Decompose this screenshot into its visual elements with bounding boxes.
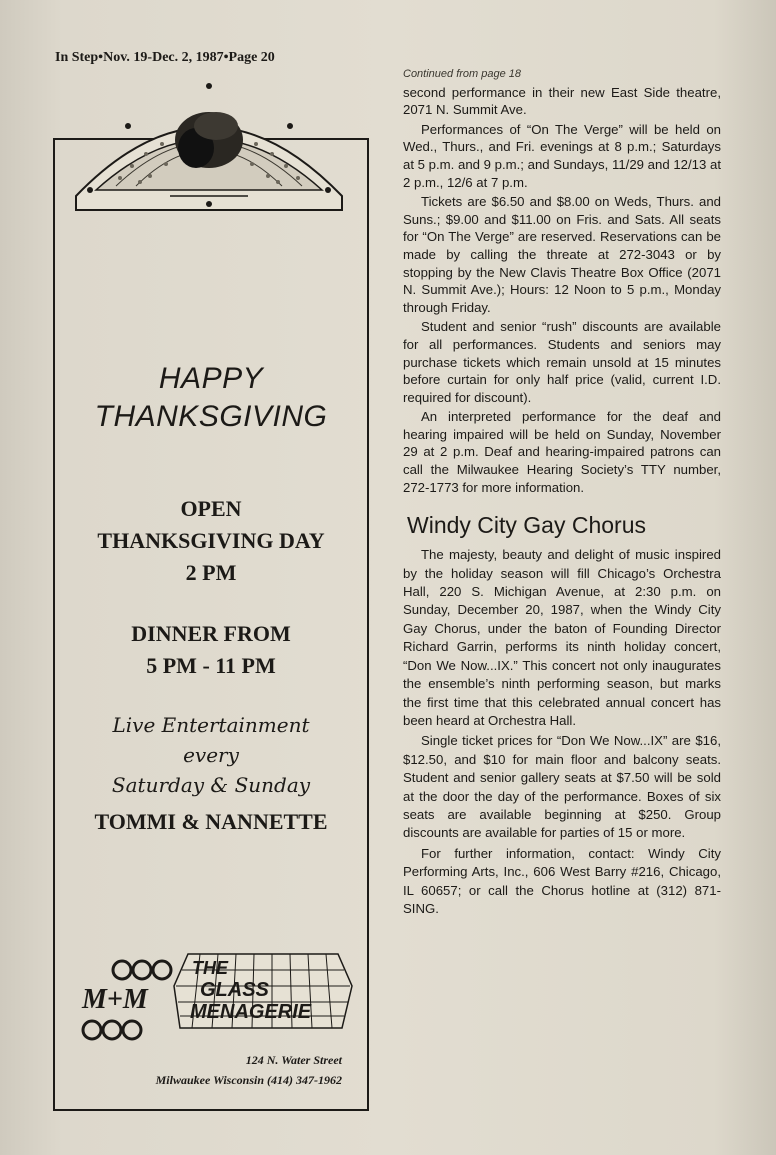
thanksgiving-day-line: THANKSGIVING DAY <box>97 528 325 553</box>
chorus-paragraph: Single ticket prices for “Don We Now...IX” are $16, $12.50, and $10 for main floor and balcony seats. Student and senior gallery seats at $7.50 will be sold at the door the day of the performance. Boxes of six seats are available beginning at $250. Group discounts are available for parties of 15 or more. <box>403 733 721 841</box>
turkey-arch-illustration <box>70 78 348 214</box>
continued-note: Continued from page 18 <box>403 68 522 80</box>
chorus-paragraph: For further information, contact: Windy City Performing Arts, Inc., 606 West Barry #216, Chicago, IL 60657; or call the Chorus hotline at (312) 871-SING. <box>403 845 721 916</box>
article-paragraph: second performance in their new East Side theatre, 2071 N. Summit Ave. <box>403 84 721 118</box>
happy-line: HAPPY <box>158 362 264 395</box>
article-column <box>403 66 721 918</box>
chorus-headline: Windy City Gay Chorus <box>407 512 647 539</box>
performers-line: TOMMI & NANNETTE <box>94 809 328 834</box>
live-entertainment-line: Live Entertainment <box>112 713 310 737</box>
article-paragraph: Tickets are $6.50 and $8.00 on Weds, Thurs. and Suns.; $9.00 and $11.00 on Fris. and Sats. All seats for “On The Verge” are reserved. Reservations can be made by calling the threate at 272-3043 or by stopping by the New Clavis Theatre Box Office (2071 N. Summit Ave.); Hours: 12 Noon to 5 p.m., Monday through Friday. <box>403 194 721 315</box>
logo-name-the: THE <box>192 958 228 978</box>
weekend-line: Saturday & Sunday <box>111 773 311 797</box>
chorus-paragraph: The majesty, beauty and delight of music inspired by the holiday season will fill Chicago’s Orchestra Hall, 220 S. Michigan Avenue, at 2:30 p.m. on Sunday, December 20, 1987, when the Windy City Gay Chorus, under the baton of Founding Director Richard Garrin, performs its ninth holiday concert, “Don We Now...IX.” This concert not only inaugurates the ensemble’s ninth performing season, but marks the first time that this celebrated annual concert has been heard at Orchestra Hall. <box>403 547 721 728</box>
ad-street-address: 124 N. Water Street <box>245 1053 342 1067</box>
logo-monogram: M+M <box>82 984 148 1015</box>
happy-thanksgiving-heading <box>55 360 367 436</box>
glass-menagerie-logo <box>80 950 355 1045</box>
every-line: every <box>183 743 239 767</box>
open-line: OPEN <box>180 496 242 521</box>
page-header: In Step•Nov. 19-Dec. 2, 1987•Page 20 <box>55 50 275 65</box>
dinner-from-line: DINNER FROM <box>131 621 291 646</box>
open-hours-block <box>55 493 367 589</box>
article-paragraph: An interpreted performance for the deaf and hearing impaired will be held on Sunday, November 29 at 2 p.m. Deaf and hearing-impaired patrons can call the Milwaukee Hearing Society’s TTY number, 272-1773 for more information. <box>403 409 721 495</box>
dinner-time-line: 5 PM - 11 PM <box>146 653 276 678</box>
dinner-hours-block <box>55 618 367 682</box>
live-entertainment-block <box>55 710 367 800</box>
open-time-line: 2 PM <box>185 560 237 585</box>
logo-name-glass: GLASS <box>200 979 269 1001</box>
thanksgiving-line: THANKSGIVING <box>94 400 328 433</box>
ad-city-phone: Milwaukee Wisconsin (414) 347-1962 <box>155 1073 342 1087</box>
logo-name-menagerie: MENAGERIE <box>190 1001 312 1023</box>
article-paragraph: Performances of “On The Verge” will be held on Wed., Thurs., and Fri. evenings at 8 p.m.; Saturdays at 5 p.m. and 9 p.m.; and Sundays, 11/29 and 12/13 at 2 p.m., 12/6 at 7 p.m. <box>403 121 721 190</box>
article-paragraph: Student and senior “rush” discounts are available for all performances. Students and seniors may purchase tickets which remain unsold at 15 minutes before curtain for only half price (valid, current I.D. required for discount). <box>403 319 721 405</box>
